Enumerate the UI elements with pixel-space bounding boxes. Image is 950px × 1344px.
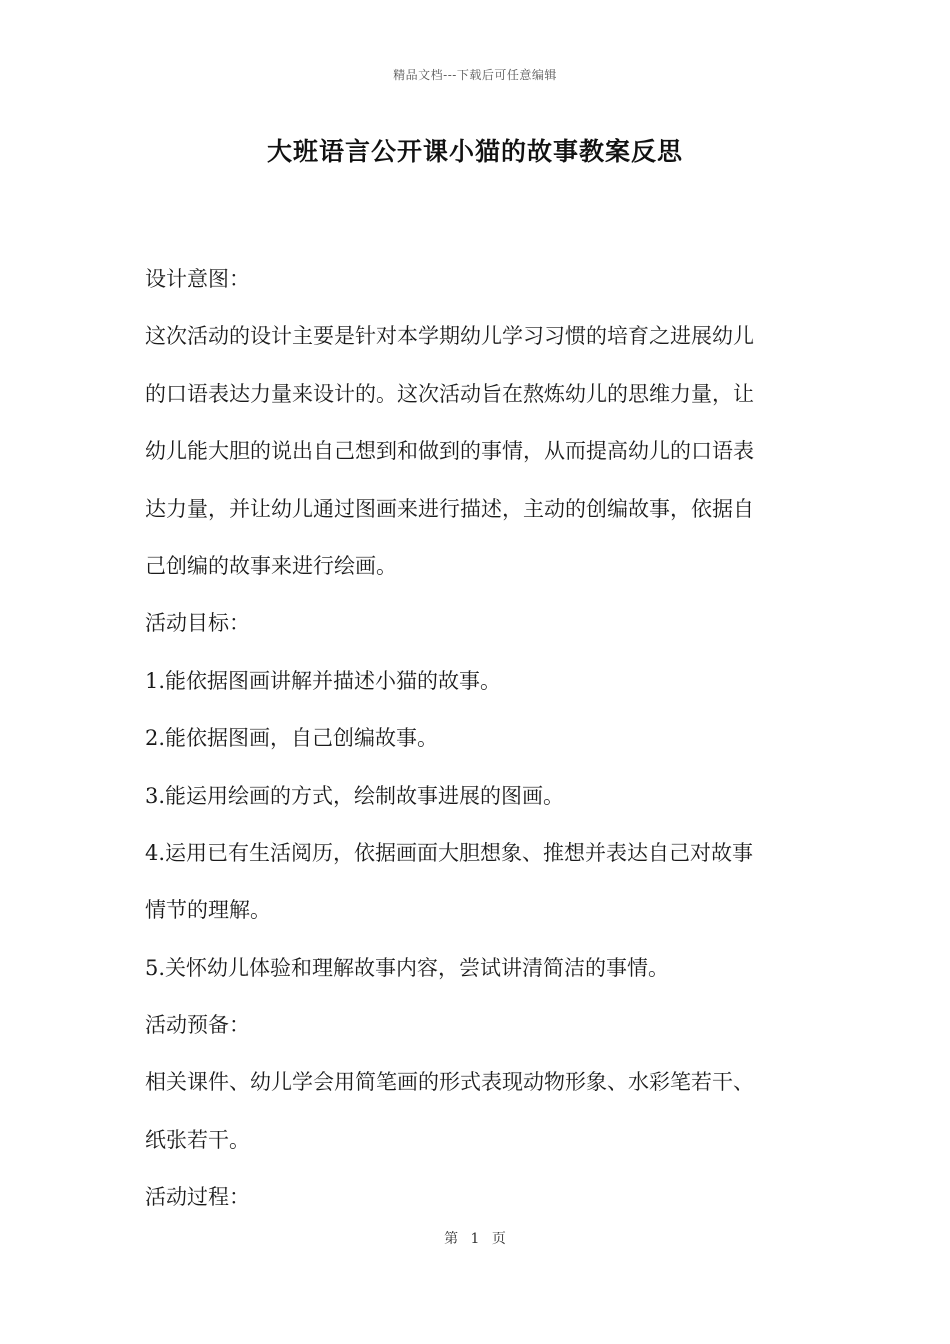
section-heading-activity-process: 活动过程： [145,1185,250,1210]
list-item-continuation: 情节的理解。 [145,898,271,923]
page-number-prefix: 第 [444,1231,459,1247]
section-heading-activity-goals: 活动目标： [145,611,250,636]
paragraph-line: 这次活动的设计主要是针对本学期幼儿学习习惯的培育之进展幼儿 [145,324,754,349]
page-footer [0,1228,950,1248]
page-number-suffix: 页 [491,1231,506,1247]
list-item: 4.运用已有生活阅历，依据画面大胆想象、推想并表达自己对故事 [145,840,754,865]
section-heading-activity-prep: 活动预备： [145,1013,250,1038]
paragraph-line: 纸张若干。 [145,1127,250,1152]
paragraph-line: 的口语表达力量来设计的。这次活动旨在熬炼幼儿的思维力量，让 [145,381,754,406]
page-number: 1 [470,1231,480,1247]
document-body [145,262,810,1238]
paragraph-line: 达力量，并让幼儿通过图画来进行描述，主动的创编故事，依据自 [145,496,754,521]
paragraph-line: 己创编的故事来进行绘画。 [145,553,397,578]
list-item: 1.能依据图画讲解并描述小猫的故事。 [145,668,502,693]
list-item: 3.能运用绘画的方式，绘制故事进展的图画。 [145,783,565,808]
document-title: 大班语言公开课小猫的故事教案反思 [266,137,683,166]
list-item: 2.能依据图画，自己创编故事。 [145,726,439,751]
section-heading-design-intent: 设计意图： [145,267,250,291]
paragraph-line: 幼儿能大胆的说出自己想到和做到的事情，从而提高幼儿的口语表 [145,439,754,464]
page-header: 精品文档---下载后可任意编辑 [393,68,557,82]
paragraph-line: 相关课件、幼儿学会用简笔画的形式表现动物形象、水彩笔若干、 [145,1070,754,1095]
list-item: 5.关怀幼儿体验和理解故事内容，尝试讲清简洁的事情。 [145,955,670,980]
